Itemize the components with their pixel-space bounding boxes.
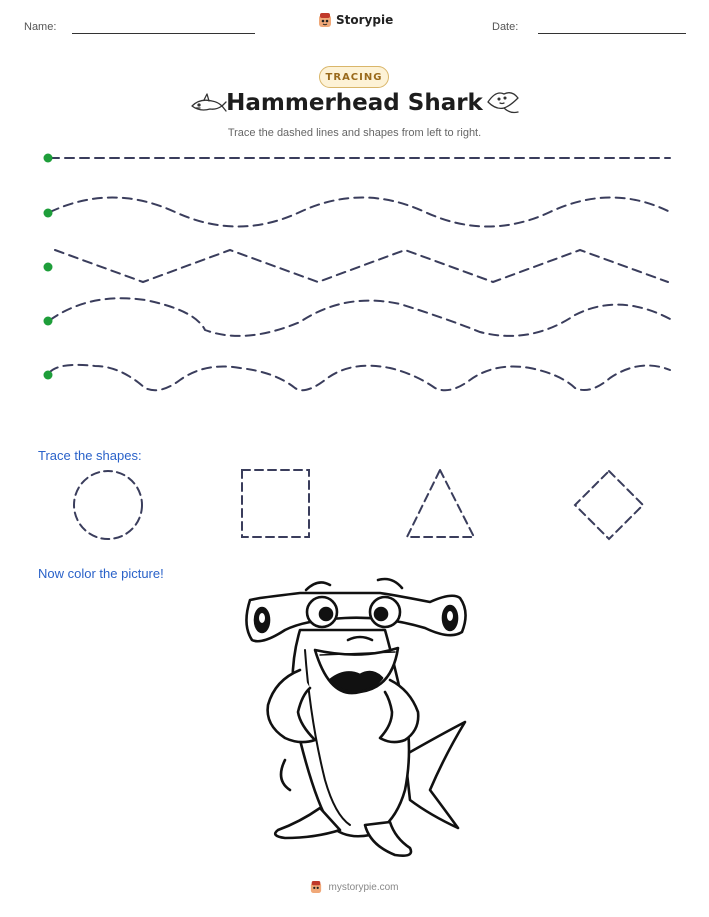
tracing-badge: TRACING <box>319 66 389 88</box>
name-label: Name: <box>24 21 57 33</box>
storypie-logo-icon <box>310 880 322 894</box>
footer <box>0 880 709 894</box>
brand-name: Storypie <box>336 13 394 27</box>
hammerhead-shark-drawing[interactable] <box>246 579 465 856</box>
date-label: Date: <box>492 21 519 33</box>
footer-url[interactable]: mystorypie.com <box>328 881 399 893</box>
shapes-section-label: Trace the shapes: <box>38 448 142 463</box>
color-section-label: Now color the picture! <box>38 566 164 581</box>
page-title: Hammerhead Shark <box>226 90 483 116</box>
instructions: Trace the dashed lines and shapes from left to right. <box>227 127 482 139</box>
